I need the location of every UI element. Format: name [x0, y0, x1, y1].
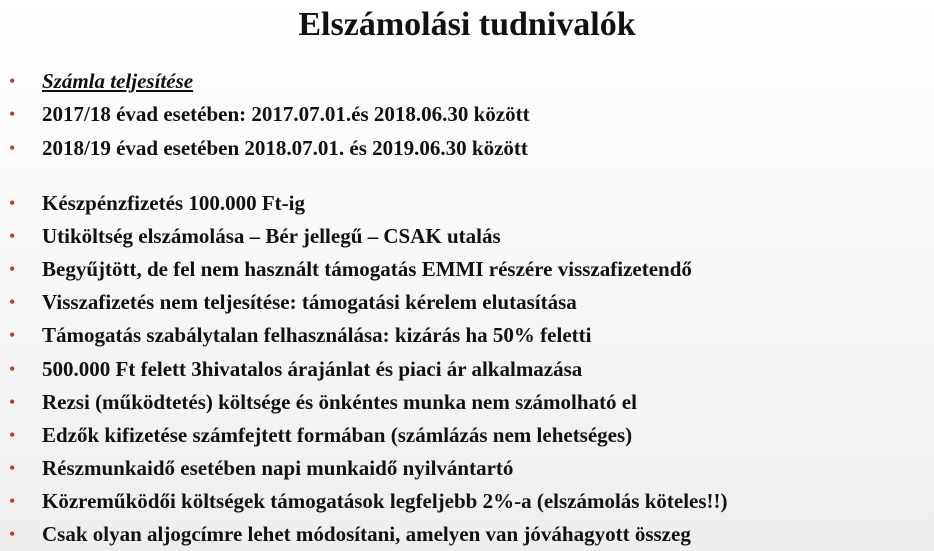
bullet-text: Begyűjtött, de fel nem használt támogatás EMMI részére visszafizetendő [42, 257, 692, 281]
bullet-icon: • [9, 491, 16, 511]
bullet-icon: • [9, 71, 16, 91]
bullet-icon: • [9, 193, 16, 213]
bullet-text: Részmunkaidő esetében napi munkaidő nyilvántartó [42, 456, 514, 480]
bullet-item [0, 420, 934, 450]
bullet-item [0, 287, 934, 317]
bullet-item [0, 254, 934, 284]
bullet-item [0, 221, 934, 251]
bullet-icon: • [9, 226, 16, 246]
bullet-icon: • [9, 392, 16, 412]
bullet-item [0, 486, 934, 516]
bullet-item [0, 453, 934, 483]
bullet-text: Közreműködői költségek támogatások legfeljebb 2%-a (elszámolás köteles!!) [42, 489, 728, 513]
bullet-icon: • [9, 292, 16, 312]
bullet-text: Utiköltség elszámolása – Bér jellegű – CSAK utalás [42, 224, 501, 248]
bullet-text: Csak olyan aljogcímre lehet módosítani, amelyen van jóváhagyott összeg [42, 522, 691, 546]
bullet-text: 500.000 Ft felett 3hivatalos árajánlat és piaci ár alkalmazása [42, 357, 583, 381]
bullet-item [0, 188, 934, 218]
bullet-item [0, 519, 934, 549]
bullet-text: 2017/18 évad esetében: 2017.07.01.és 2018.06.30 között [42, 102, 530, 126]
bullet-item [0, 66, 934, 96]
bullet-text: Készpénzfizetés 100.000 Ft-ig [42, 191, 306, 215]
bullet-item [0, 387, 934, 417]
bullet-item [0, 320, 934, 350]
bullet-item [0, 133, 934, 163]
slide-title: Elszámolási tudnivalók [298, 6, 636, 43]
bullet-text: Visszafizetés nem teljesítése: támogatási kérelem elutasítása [42, 290, 577, 314]
bullet-icon: • [9, 259, 16, 279]
bullet-text: Számla teljesítése [42, 69, 194, 93]
bullet-icon: • [9, 524, 16, 544]
bullet-text: Rezsi (működtetés) költsége és önkéntes munka nem számolható el [42, 390, 637, 414]
bullet-icon: • [9, 425, 16, 445]
bullet-text: Edzők kifizetése számfejtett formában (számlázás nem lehetséges) [42, 423, 633, 447]
bullet-icon: • [9, 458, 16, 478]
bullet-icon: • [9, 138, 16, 158]
bullet-icon: • [9, 359, 16, 379]
bullet-icon: • [9, 325, 16, 345]
bullet-text: 2018/19 évad esetében 2018.07.01. és 2019.06.30 között [42, 136, 528, 160]
bullet-item [0, 99, 934, 129]
bullet-icon: • [9, 104, 16, 124]
bullet-item [0, 354, 934, 384]
bullet-text: Támogatás szabálytalan felhasználása: kizárás ha 50% feletti [42, 323, 592, 347]
